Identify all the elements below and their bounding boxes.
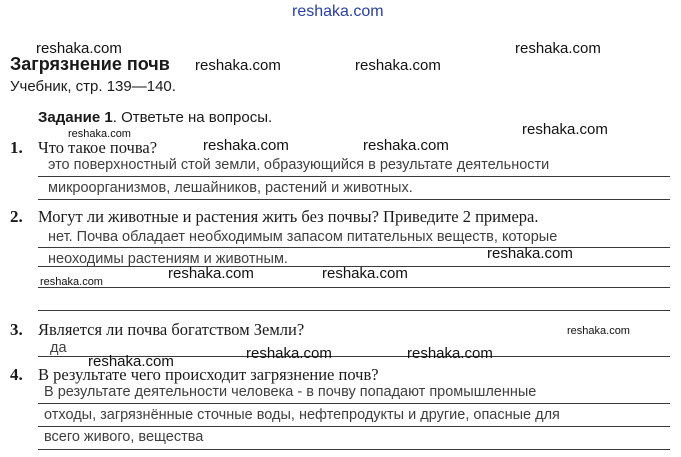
task-instruction: . Ответьте на вопросы. (112, 109, 273, 126)
watermark: reshaka.com (36, 40, 122, 57)
watermark: reshaka.com (355, 57, 441, 74)
watermark: reshaka.com (487, 245, 573, 262)
question-3-number: 3. (10, 320, 23, 339)
question-1-text: Что такое почва? (38, 138, 158, 157)
watermark: reshaka.com (363, 137, 449, 154)
watermark: reshaka.com (40, 276, 103, 288)
answer-rule (38, 199, 670, 200)
question-3-answer-line-1: да (50, 340, 67, 356)
answer-rule (38, 287, 670, 288)
question-4-answer-line-3: всего живого, вещества (44, 429, 204, 445)
question-2-answer-line-1: нет. Почва обладает необходимым запасом питательных веществ, которые (48, 229, 558, 245)
answer-rule (38, 176, 670, 177)
answer-rule (38, 449, 670, 450)
page-title: Загрязнение почв (10, 54, 170, 74)
task-label: Задание 1 (38, 109, 113, 126)
watermark: reshaka.com (168, 265, 254, 282)
answer-rule (38, 426, 670, 427)
watermark: reshaka.com (515, 40, 601, 57)
question-2-answer-line-2: неоходимы растениям и животным. (48, 251, 288, 267)
watermark: reshaka.com (522, 121, 608, 138)
question-1-answer-line-2: микроорганизмов, лешайников, растений и животных. (48, 180, 413, 196)
question-1-number: 1. (10, 138, 23, 157)
answer-rule (38, 310, 670, 311)
watermark: reshaka.com (68, 128, 131, 140)
watermark: reshaka.com (567, 325, 630, 337)
task-heading (38, 109, 272, 126)
question-2-number: 2. (10, 207, 23, 226)
watermark: reshaka.com (195, 57, 281, 74)
page-subtitle: Учебник, стр. 139—140. (10, 78, 176, 95)
answer-rule (38, 247, 670, 248)
watermark: reshaka.com (88, 353, 174, 370)
question-4-text: В результате чего происходит загрязнение почв? (38, 365, 379, 384)
watermark: reshaka.com (322, 265, 408, 282)
watermark: reshaka.com (407, 345, 493, 362)
watermark-top: reshaka.com (292, 3, 384, 20)
question-3-text: Является ли почва богатством Земли? (38, 320, 305, 339)
question-4-number: 4. (10, 365, 23, 384)
watermark: reshaka.com (246, 345, 332, 362)
question-4-answer-line-2: отходы, загрязнённые сточные воды, нефтепродукты и другие, опасные для (44, 407, 560, 423)
question-4-answer-line-1: В результате деятельности человека - в почву попадают промышленные (44, 384, 537, 400)
question-1-answer-line-1: это поверхностный стой земли, образующийся в результате деятельности (48, 157, 550, 173)
question-2-text: Могут ли животные и растения жить без почвы? Приведите 2 примера. (38, 207, 539, 226)
watermark: reshaka.com (203, 137, 289, 154)
answer-rule (38, 403, 670, 404)
